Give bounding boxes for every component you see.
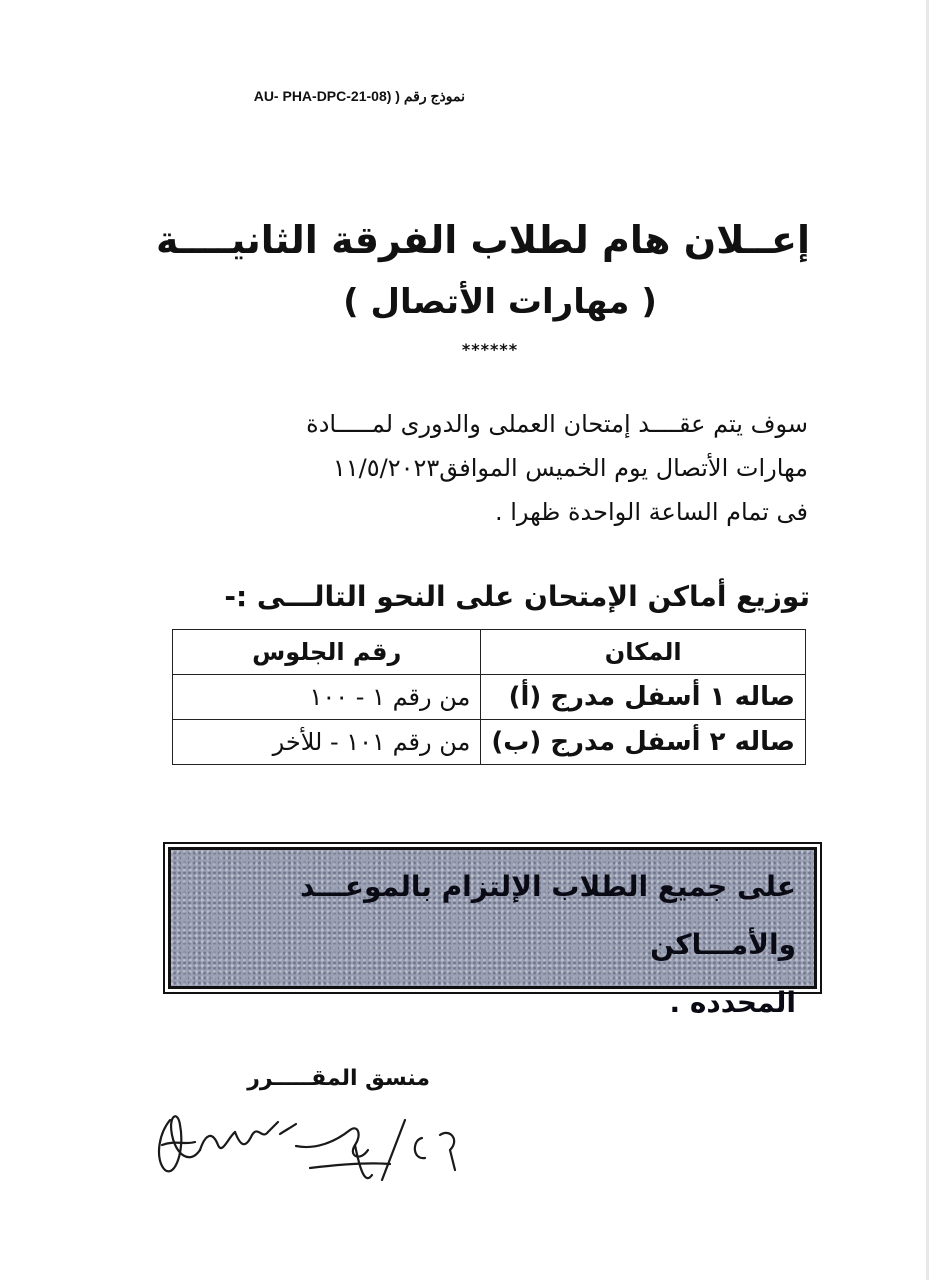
column-header-seat-number: رقم الجلوس xyxy=(173,630,481,675)
cell-place: صاله ١ أسفل مدرج (أ) xyxy=(481,675,806,720)
form-code-value: AU- PHA-DPC-21-08) xyxy=(253,88,392,104)
table-header-row xyxy=(173,630,806,675)
table-row xyxy=(173,675,806,720)
notice-box xyxy=(163,842,822,1019)
signature-text: د/ .... xyxy=(150,1075,188,1094)
separator: ****** xyxy=(461,340,519,359)
notice-text xyxy=(168,847,817,1019)
distribution-heading: توزيع أماكن الإمتحان على النحو التالـــى :- xyxy=(224,580,810,613)
coordinator-label: منسق المقـــــرر xyxy=(247,1066,430,1091)
body-line: سوف يتم عقــــد إمتحان العملى والدورى لمـــــادة xyxy=(306,410,808,438)
table-row xyxy=(173,720,806,765)
cell-seat-number: من رقم ١ - ١٠٠ xyxy=(173,675,481,720)
form-code xyxy=(185,88,465,105)
column-header-place: المكان xyxy=(481,630,806,675)
body-line: فى تمام الساعة الواحدة ظهرا . xyxy=(495,498,808,526)
announcement-title: إعــلان هام لطلاب الفرقة الثانيــــة xyxy=(155,218,810,262)
notice-line: على جميع الطلاب الإلتزام بالموعـــد والأمـــاكن xyxy=(300,870,796,961)
course-title: ( مهارات الأتصال ) xyxy=(343,282,657,322)
form-code-label: نموذج رقم ( xyxy=(395,88,465,104)
cell-place: صاله ٢ أسفل مدرج (ب) xyxy=(481,720,806,765)
notice-line: المحدده . xyxy=(669,986,796,1019)
cell-seat-number: من رقم ١٠١ - للأخر xyxy=(173,720,481,765)
body-line: مهارات الأتصال يوم الخميس الموافق١١/٥/٢٠٢٣ xyxy=(332,454,808,482)
exam-venues-table xyxy=(172,629,806,765)
announcement-body xyxy=(180,402,808,534)
